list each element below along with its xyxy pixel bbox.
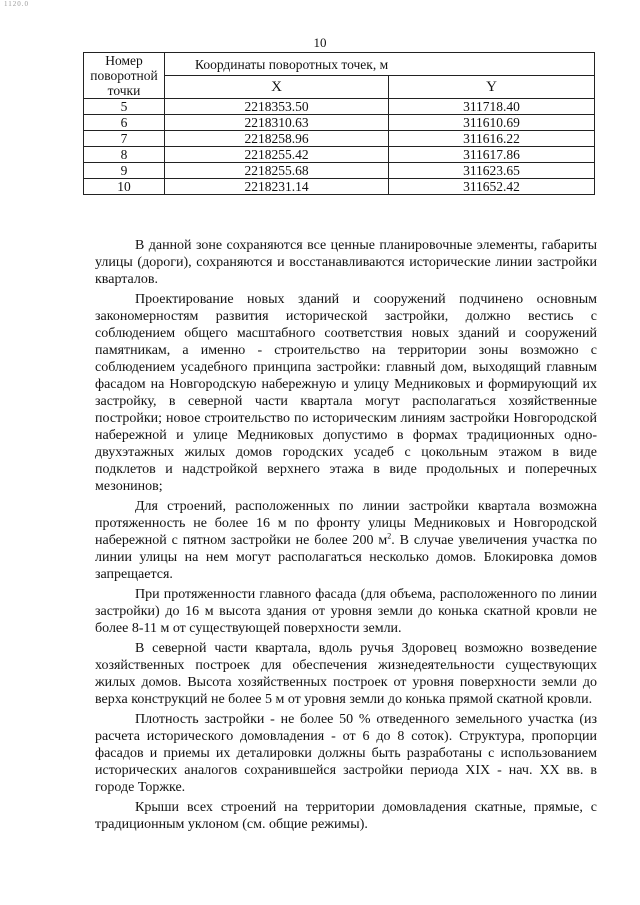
table-header-row bbox=[84, 53, 595, 76]
x-header: X bbox=[165, 76, 389, 99]
y-cell: 311652.42 bbox=[389, 179, 595, 195]
y-cell: 311623.65 bbox=[389, 163, 595, 179]
coordinates-table bbox=[83, 52, 595, 195]
table-row bbox=[84, 179, 595, 195]
x-cell: 2218255.42 bbox=[165, 147, 389, 163]
y-cell: 311616.22 bbox=[389, 131, 595, 147]
y-cell: 311718.40 bbox=[389, 99, 595, 115]
x-cell: 2218255.68 bbox=[165, 163, 389, 179]
paragraph-preserved-elements: В данной зоне сохраняются все ценные планировочные элементы, габариты улицы (дороги), сохраняются и восстанавливаются исторические линии застройки кварталов. bbox=[95, 238, 597, 287]
paragraph-building-height: При протяженности главного фасада (для объема, расположенного по линии застройки) до 16 м высота здания от уровня земли до конька скатной кровли не более 8-11 м от существующей поверхности земли. bbox=[95, 587, 597, 636]
x-cell: 2218353.50 bbox=[165, 99, 389, 115]
page-number: 10 bbox=[313, 35, 327, 50]
x-cell: 2218231.14 bbox=[165, 179, 389, 195]
x-cell: 2218258.96 bbox=[165, 131, 389, 147]
table-row bbox=[84, 115, 595, 131]
paragraph-roofs: Крыши всех строений на территории домовладения скатные, прямые, с традиционным уклоном (см. общие режимы). bbox=[95, 800, 597, 832]
paragraph-new-construction: Проектирование новых зданий и сооружений подчинено основным закономерностям развития исторической застройки, должно вестись с соблюдением общего масштабного соответствия новых зданий и сооружений памятникам, а именно - строительство на территории зоны возможно с соблюдением усадебного принципа застройки: главный дом, выходящий главным фасадом на Новгородскую набережную и улицу Медниковых и формирующий их застройку, в северной части квартала могут располагаться хозяйственные постройки; новое строительство по историческим линиям застройки Новгородской набережной и улице Медниковых допустимо в формах традиционных одно-двухэтажных жилых домов городских усадеб с цокольным этажом в виде подклетов и надстройкой верхнего этажа в виде продольных и поперечных мезонинов; bbox=[95, 292, 597, 494]
point-number-cell: 8 bbox=[84, 147, 165, 163]
table-row bbox=[84, 99, 595, 115]
table-row bbox=[84, 131, 595, 147]
table-row bbox=[84, 147, 595, 163]
point-number-header: Номер поворотной точки bbox=[84, 53, 165, 99]
point-number-cell: 7 bbox=[84, 131, 165, 147]
point-number-cell: 5 bbox=[84, 99, 165, 115]
y-cell: 311610.69 bbox=[389, 115, 595, 131]
paragraph-frontage-limits bbox=[95, 498, 597, 583]
y-cell: 311617.86 bbox=[389, 147, 595, 163]
coordinates-group-header: Координаты поворотных точек, м bbox=[165, 53, 595, 76]
point-number-cell: 9 bbox=[84, 163, 165, 179]
paragraph-utility-buildings: В северной части квартала, вдоль ручья Здоровец возможно возведение хозяйственных построек для обеспечения жизнедеятельности существующих жилых домов. Высота хозяйственных построек от уровня поверхности земли до верха конструкций не более 5 м от уровня земли до конька прямой скатной кровли. bbox=[95, 641, 597, 707]
square-superscript: 2 bbox=[387, 531, 392, 541]
point-number-cell: 6 bbox=[84, 115, 165, 131]
frontage-text-end: . В случае увеличения участка по линии улицы на нем могут располагаться несколько домов. Блокировка домов запрещается. bbox=[95, 533, 598, 582]
table-row bbox=[84, 163, 595, 179]
body-text bbox=[95, 237, 597, 833]
frontage-text-start: Для строений, расположенных по линии застройки квартала возможна протяженность не более 16 м по фронту улицы Медниковых и Новгородской набережной с пятном застройки не более 200 м bbox=[95, 499, 597, 548]
x-cell: 2218310.63 bbox=[165, 115, 389, 131]
corner-mark: 1120.0 bbox=[4, 0, 29, 8]
paragraph-density: Плотность застройки - не более 50 % отведенного земельного участка (из расчета исторического домовладения - от 6 до 8 соток). Структура, пропорции фасадов и приемы их деталировки должны быть разработаны с использованием исторических аналогов сохранившейся застройки периода XIX - нач. XX вв. в городе Торжке. bbox=[95, 712, 597, 795]
y-header: Y bbox=[389, 76, 595, 99]
point-number-cell: 10 bbox=[84, 179, 165, 195]
